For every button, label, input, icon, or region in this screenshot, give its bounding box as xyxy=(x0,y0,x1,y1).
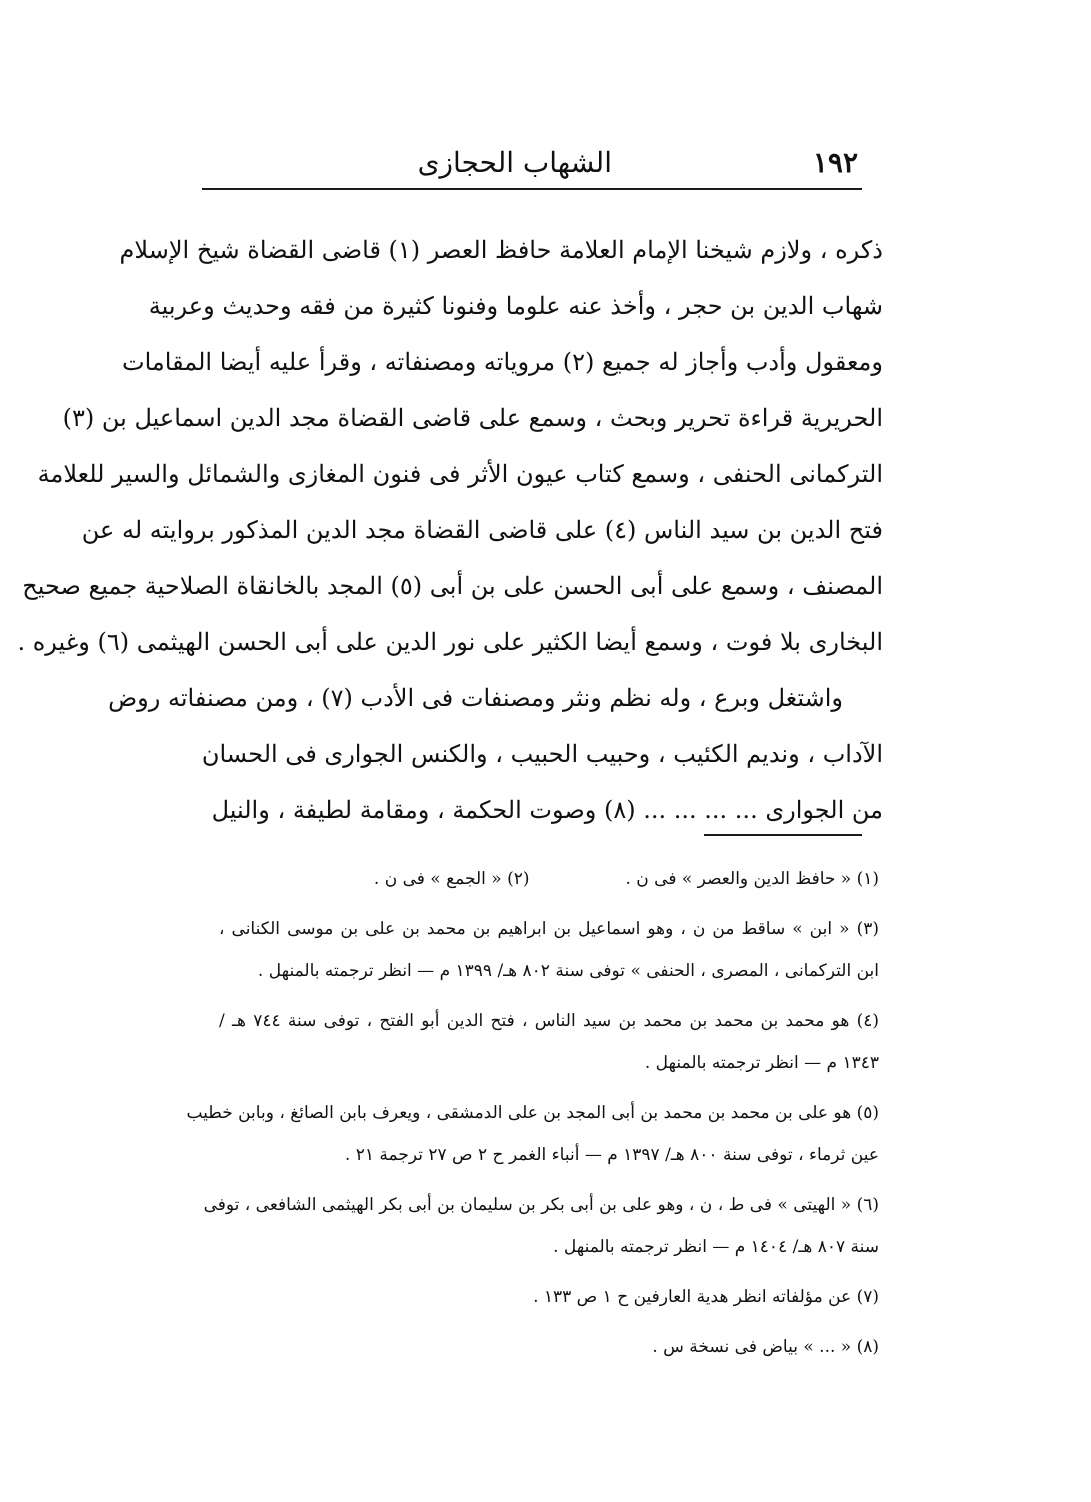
text-line: الآداب ، ونديم الكئيب ، وحبيب الحبيب ، والكنس الجوارى فى الحسان xyxy=(201,740,883,768)
text-line: ومعقول وأدب وأجاز له جميع (٢) مروياته ومصنفاته ، وقرأ عليه أيضا المقامات xyxy=(122,348,883,376)
footnote-row xyxy=(219,858,879,900)
main-text xyxy=(17,222,883,838)
text-line: البخارى بلا فوت ، وسمع أيضا الكثير على نور الدين على أبى الحسن الهيثمى (٦) وغيره . xyxy=(17,628,883,656)
footnote-3: (٣) « ابن » ساقط من ن ، وهو اسماعيل بن ابراهيم بن محمد بن على بن موسى الكنانى ، xyxy=(219,919,879,939)
footnote-2: (٢) « الجمع » فى ن . xyxy=(373,869,530,889)
footnotes xyxy=(186,858,879,1368)
footnote-5: (٥) هو على بن محمد بن محمد بن أبى المجد بن على الدمشقى ، ويعرف بابن الصائغ ، وبابن خطيب xyxy=(186,1103,879,1123)
text-line: التركمانى الحنفى ، وسمع كتاب عيون الأثر فى فنون المغازى والشمائل والسير للعلامة xyxy=(37,460,883,488)
page-header xyxy=(202,140,862,190)
text-line: من الجوارى ... ... ... ... (٨) وصوت الحكمة ، ومقامة لطيفة ، والنيل xyxy=(211,796,883,824)
footnote-separator xyxy=(704,834,862,836)
footnote-3-cont: ابن التركمانى ، المصرى ، الحنفى » توفى سنة ٨٠٢ هـ/ ١٣٩٩ م — انظر ترجمته بالمنهل . xyxy=(257,961,879,981)
footnote-6: (٦) « الهيتى » فى ط ، ن ، وهو على بن أبى بكر بن سليمان بن أبى بكر الهيثمى الشافعى ، توفى xyxy=(203,1195,879,1215)
text-line: شهاب الدين بن حجر ، وأخذ عنه علوما وفنونا كثيرة من فقه وحديث وعربية xyxy=(148,292,883,320)
page-number: ١٩٢ xyxy=(812,146,858,179)
footnote-5-cont: عين ثرماء ، توفى سنة ٨٠٠ هـ/ ١٣٩٧ م — أنباء الغمر ح ٢ ص ٢٧ ترجمة ٢١ . xyxy=(344,1145,879,1165)
text-line: الحريرية قراءة تحرير وبحث ، وسمع على قاضى القضاة مجد الدين اسماعيل بن (٣) xyxy=(62,404,883,432)
text-line: ذكره ، ولازم شيخنا الإمام العلامة حافظ العصر (١) قاضى القضاة شيخ الإسلام xyxy=(119,236,883,264)
footnote-1: (١) « حافظ الدين والعصر » فى ن . xyxy=(625,869,879,889)
footnote-4-cont: ١٣٤٣ م — انظر ترجمته بالمنهل . xyxy=(644,1053,879,1073)
footnote-4: (٤) هو محمد بن محمد بن محمد بن سيد الناس ، فتح الدين أبو الفتح ، توفى سنة ٧٤٤ هـ / xyxy=(219,1011,879,1031)
text-line: المصنف ، وسمع على أبى الحسن على بن أبى (٥) المجد بالخانقاة الصلاحية جميع صحيح xyxy=(22,572,883,600)
text-line: فتح الدين بن سيد الناس (٤) على قاضى القضاة مجد الدين المذكور بروايته له عن xyxy=(81,516,883,544)
footnote-7: (٧) عن مؤلفاته انظر هدية العارفين ح ١ ص ١٣٣ . xyxy=(533,1287,879,1307)
footnote-6-cont: سنة ٨٠٧ هـ/ ١٤٠٤ م — انظر ترجمته بالمنهل . xyxy=(553,1237,879,1257)
running-title: الشهاب الحجازى xyxy=(417,146,612,179)
text-line: واشتغل وبرع ، وله نظم ونثر ومصنفات فى الأدب (٧) ، ومن مصنفاته روض xyxy=(108,684,843,712)
footnote-8: (٨) « ... » بياض فى نسخة س . xyxy=(652,1337,879,1357)
